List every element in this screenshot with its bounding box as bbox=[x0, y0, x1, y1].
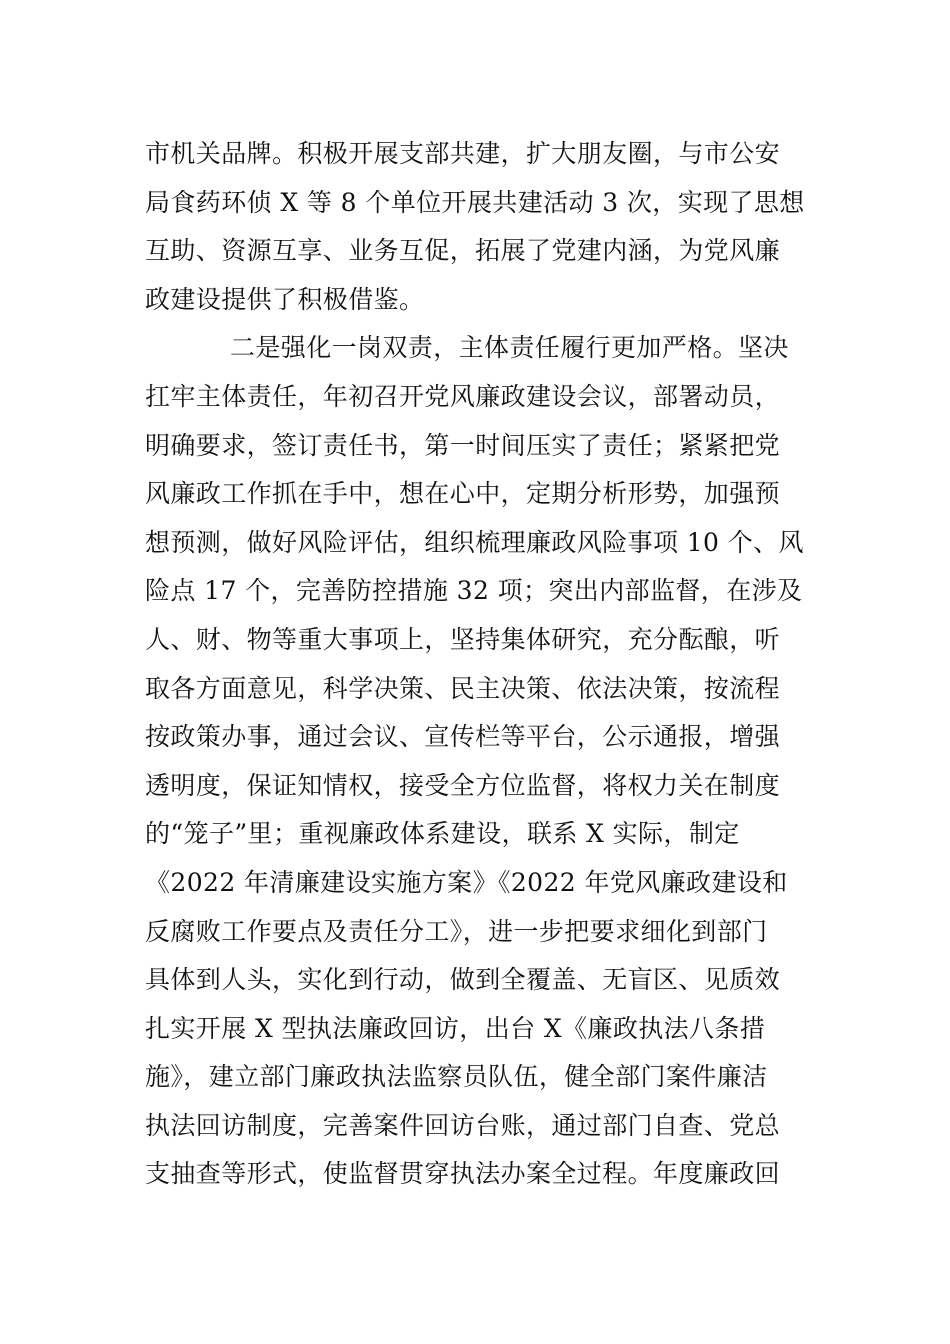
text-line: 局食药环侦 X 等 8 个单位开展共建活动 3 次，实现了思想 bbox=[145, 187, 805, 217]
text-line: 取各方面意见，科学决策、民主决策、依法决策，按流程 bbox=[145, 673, 781, 703]
text-line: 扛牢主体责任，年初召开党风廉政建设会议，部署动员， bbox=[145, 381, 781, 411]
text-line: 施》，建立部门廉政执法监察员队伍，健全部门案件廉洁 bbox=[145, 1062, 768, 1092]
text-line: 风廉政工作抓在手中，想在心中，定期分析形势，加强预 bbox=[145, 479, 781, 509]
text-line: 明确要求，签订责任书，第一时间压实了责任；紧紧把党 bbox=[145, 430, 781, 460]
text-line: 扎实开展 X 型执法廉政回访，出台 X《廉政执法八条措 bbox=[145, 1013, 766, 1043]
text-line: 的“笼子”里；重视廉政体系建设，联系 X 实际，制定 bbox=[145, 819, 740, 849]
text-line: 人、财、物等重大事项上，坚持集体研究，充分酝酿，听 bbox=[145, 624, 781, 654]
document-body bbox=[145, 130, 815, 1199]
text-line: 险点 17 个，完善防控措施 32 项；突出内部监督，在涉及 bbox=[145, 576, 803, 606]
text-line: 执法回访制度，完善案件回访台账，通过部门自查、党总 bbox=[145, 1110, 781, 1140]
text-line: 反腐败工作要点及责任分工》，进一步把要求细化到部门 bbox=[145, 916, 768, 946]
text-line: 支抽查等形式，使监督贯穿执法办案全过程。年度廉政回 bbox=[145, 1159, 781, 1189]
text-line: 《2022 年清廉建设实施方案》《2022 年党风廉政建设和 bbox=[145, 867, 788, 897]
text-line: 具体到人头，实化到行动，做到全覆盖、无盲区、见质效 bbox=[145, 965, 781, 995]
paragraph-first-line: 二是强化一岗双责，主体责任履行更加严格。坚决 bbox=[230, 333, 789, 363]
text-line: 市机关品牌。积极开展支部共建，扩大朋友圈，与市公安 bbox=[145, 139, 781, 168]
text-line: 想预测，做好风险评估，组织梳理廉政风险事项 10 个、风 bbox=[145, 527, 804, 557]
text-line: 政建设提供了积极借鉴。 bbox=[145, 284, 425, 314]
text-line: 透明度，保证知情权，接受全方位监督，将权力关在制度 bbox=[145, 770, 781, 800]
text-line: 按政策办事，通过会议、宣传栏等平台，公示通报，增强 bbox=[145, 722, 781, 752]
text-line: 互助、资源互享、业务互促，拓展了党建内涵，为党风廉 bbox=[145, 236, 781, 266]
